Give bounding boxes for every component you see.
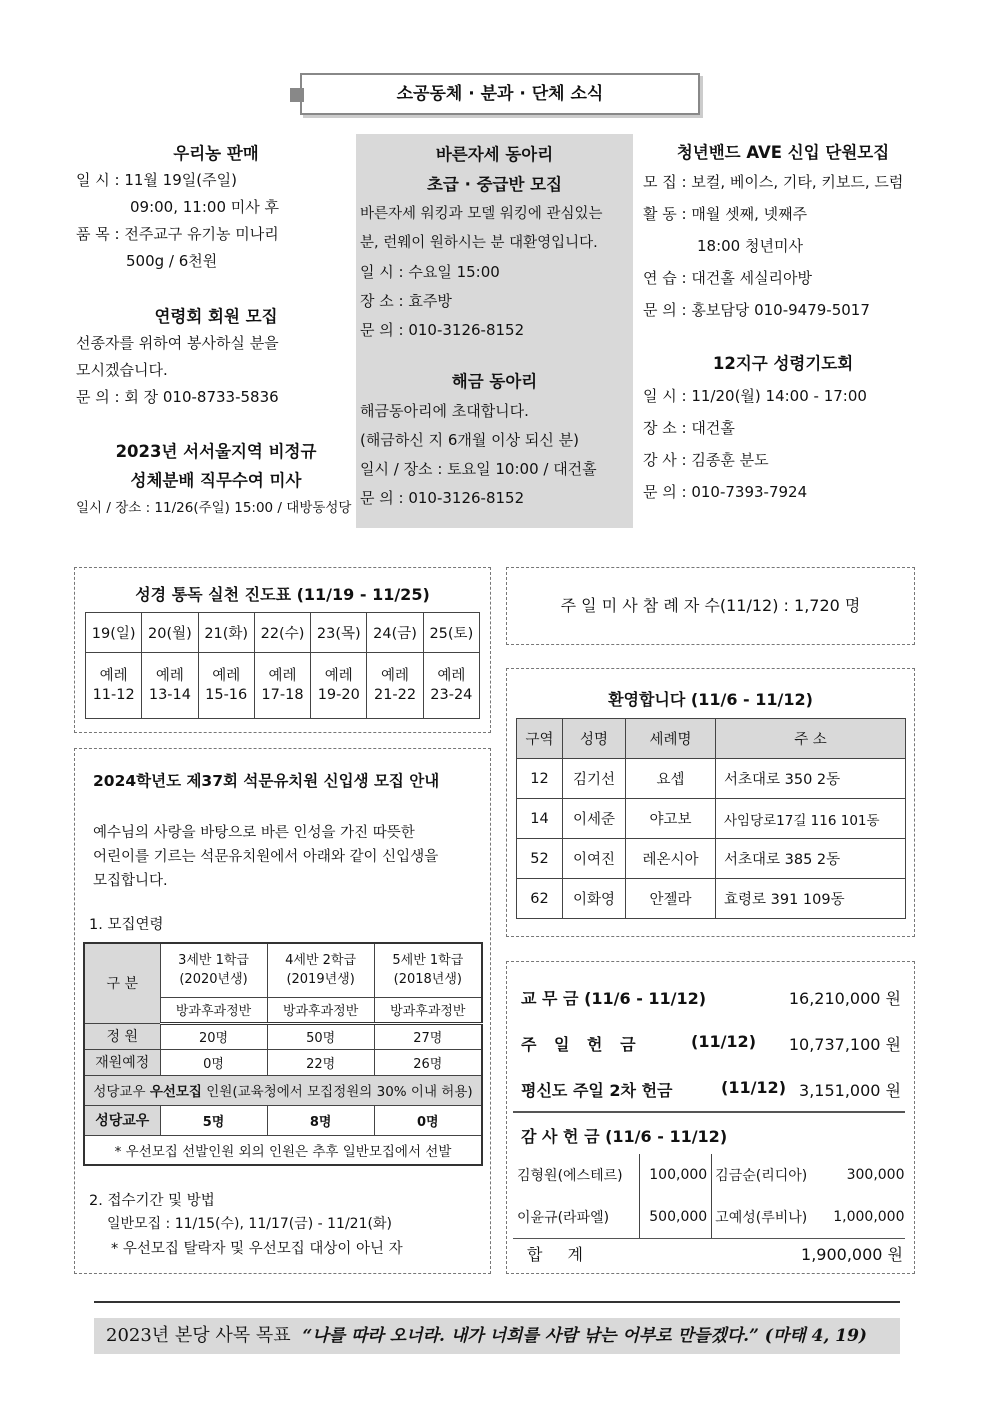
kinder-sec1: 1. 모집연령 — [89, 917, 164, 933]
elders-line: 모시겠습니다. — [76, 361, 168, 379]
reading-cell: 예레 13-14 — [142, 653, 198, 719]
reading-cell: 예레 21-22 — [367, 653, 423, 719]
day-cell: 20(월) — [142, 613, 198, 653]
haegeum-line: 문 의 : 010-3126-8152 — [360, 489, 525, 507]
band-line: 모 집 : 보컬, 베이스, 기타, 키보드, 드럼 — [643, 173, 904, 191]
kinder-general: 일반모집 : 11/15(수), 11/17(금) - 11/21(화) — [107, 1216, 392, 1232]
bible-box — [74, 567, 491, 733]
day-cell: 23(목) — [311, 613, 367, 653]
sale-line: 09:00, 11:00 미사 후 — [130, 198, 279, 216]
day-cell: 24(금) — [367, 613, 423, 653]
day-cell: 25(토) — [423, 613, 479, 653]
band-line: 연 습 : 대건홀 세실리아방 — [643, 269, 813, 287]
bible-title: 성경 통독 실천 진도표 (11/19 - 11/25) — [135, 585, 430, 604]
reading-cell: 예레 17-18 — [254, 653, 310, 719]
mass-title: 성체분배 직무수여 미사 — [130, 471, 302, 490]
posture-title: 바른자세 동아리 — [435, 145, 554, 164]
welcome-title: 환영합니다 (11/6 - 11/12) — [608, 690, 813, 709]
band-title: 청년밴드 AVE 신입 단원모집 — [676, 143, 890, 162]
sale-title: 우리농 판매 — [173, 144, 259, 163]
table-row: 62 이화영 안젤라 효령로 391 109동 — [517, 879, 906, 919]
welcome-header: 성명 — [563, 719, 626, 759]
kinder-title: 2024학년도 제37회 석문유치원 신입생 모집 안내 — [93, 772, 440, 790]
band-line: 18:00 청년미사 — [697, 237, 803, 255]
mass-line: 일시 / 장소 : 11/26(주일) 15:00 / 대방동성당 — [76, 500, 352, 516]
kindergarten-box — [74, 748, 491, 1274]
kinder-sec2: 2. 접수기간 및 방법 — [89, 1193, 215, 1209]
prayer-title: 12지구 성령기도회 — [712, 354, 854, 373]
band-line: 활 동 : 매월 셋째, 넷째주 — [643, 205, 808, 223]
reading-cell: 예레 15-16 — [198, 653, 254, 719]
welcome-box — [506, 668, 915, 937]
band-line: 문 의 : 홍보담당 010-9479-5017 — [643, 301, 870, 319]
posture-line: 장 소 : 효주방 — [360, 292, 452, 310]
priority-row: 성당교우 우선모집 인원(교육청에서 모집정원의 30% 이내 허용) — [84, 1075, 482, 1105]
total-row: 합 계 1,900,000 원 — [527, 1245, 903, 1264]
prayer-line: 문 의 : 010-7393-7924 — [643, 483, 808, 501]
attendance-label: 주 일 미 사 참 례 자 수(11/12) : 1,720 명 — [560, 596, 861, 615]
elders-line: 선종자를 위하여 봉사하실 분을 — [76, 334, 279, 352]
haegeum-line: 일시 / 장소 : 토요일 10:00 / 대건홀 — [360, 460, 597, 478]
posture-line: 바른자세 워킹과 모델 워킹에 관심있는 — [360, 206, 603, 222]
welcome-table — [516, 718, 906, 919]
haegeum-line: (해금하신 지 6개월 이상 되신 분) — [360, 431, 579, 449]
reading-cell: 예레 19-20 — [311, 653, 367, 719]
kinder-table: 구 분 3세반 1학급 (2020년생) 4세반 2학급 (2019년생) 5세반 1학급 (2018년생) 방과후과정반 방과후과정반 방과후과정반 정 원 20명 50명 27명 재원예정 0명 22명 26명 성당교우 우선모집 인원(교육청에서 모집정원의 30% 이내 허용) 성당교우 5명 8명 0명 * 우선모집 선발인원 외의 인원은 추후 일반모집에서 선발 — [83, 942, 483, 1166]
table-row: 14 이세준 야고보 사임당로17길 116 101동 — [517, 799, 906, 839]
motto-quote: “나를 따라 오너라. 내가 너희를 사람 낚는 어부로 만들겠다.” (마태 4, 19) — [302, 1326, 867, 1346]
posture-line: 문 의 : 010-3126-8152 — [360, 321, 525, 339]
elders-title: 연령회 회원 모집 — [154, 307, 278, 326]
mass-title: 2023년 서서울지역 비정규 — [115, 442, 317, 461]
divider — [513, 1111, 905, 1113]
kinder-intro: 예수님의 사랑을 바탕으로 바른 인성을 가진 따뜻한 어린이를 기르는 석문유치원에서 아래와 같이 신입생을 모집합니다. — [93, 825, 439, 889]
divider — [513, 1238, 905, 1239]
thanks-title: 감 사 헌 금 (11/6 - 11/12) — [521, 1127, 728, 1146]
finance-row: 평신도 주일 2차 헌금 (11/12) 3,151,000 원 — [521, 1078, 901, 1100]
motto-prefix: 2023년 본당 사목 목표 — [106, 1325, 291, 1346]
welcome-header: 구역 — [517, 719, 563, 759]
day-cell: 21(화) — [198, 613, 254, 653]
welcome-header: 주 소 — [716, 719, 906, 759]
posture-line: 일 시 : 수요일 15:00 — [360, 263, 500, 281]
finance-row: 교 무 금 (11/6 - 11/12) 16,210,000 원 — [521, 989, 901, 1008]
haegeum-title: 해금 동아리 — [451, 372, 538, 391]
column-3 — [643, 140, 923, 508]
reading-cell: 예레 11-12 — [86, 653, 142, 719]
sale-line: 품 목 : 전주교구 유기농 미나리 — [76, 225, 279, 243]
motto-bar — [94, 1318, 900, 1354]
column-1 — [76, 140, 356, 522]
reading-cell: 예레 23-24 — [423, 653, 479, 719]
column-2 — [356, 134, 633, 528]
prayer-line: 강 사 : 김종훈 분도 — [643, 451, 769, 469]
table-row: 12 김기선 요셉 서초대로 350 2동 — [517, 759, 906, 799]
bible-table — [85, 612, 480, 719]
finance-row: 주 일 헌 금 (11/12) 10,737,100 원 — [521, 1032, 901, 1054]
prayer-line: 장 소 : 대건홀 — [643, 419, 735, 437]
posture-line: 분, 런웨이 원하시는 분 대환영입니다. — [360, 235, 598, 251]
day-cell: 22(수) — [254, 613, 310, 653]
footer-rule — [94, 1301, 900, 1303]
prayer-line: 일 시 : 11/20(월) 14:00 - 17:00 — [643, 387, 867, 405]
sale-line: 일 시 : 11월 19일(주일) — [76, 171, 237, 189]
day-cell: 19(일) — [86, 613, 142, 653]
haegeum-line: 해금동아리에 초대합니다. — [360, 402, 529, 420]
kinder-note2: * 우선모집 탈락자 및 우선모집 대상이 아닌 자 — [111, 1241, 403, 1257]
table-row: 52 이여진 레온시아 서초대로 385 2동 — [517, 839, 906, 879]
sale-line: 500g / 6천원 — [126, 252, 218, 270]
attendance-box — [506, 567, 915, 645]
finance-box — [506, 961, 915, 1274]
section-title: 소공동체 · 분과 · 단체 소식 — [300, 73, 700, 115]
elders-line: 문 의 : 회 장 010-8733-5836 — [76, 388, 279, 406]
donor-table: 김형원(에스테르) 100,000 김금순(리디아) 300,000 이윤규(라파엘) 500,000 고예성(루비나) 1,000,000 — [517, 1154, 909, 1238]
posture-subtitle: 초급 · 중급반 모집 — [426, 175, 563, 194]
welcome-header: 세례명 — [626, 719, 716, 759]
